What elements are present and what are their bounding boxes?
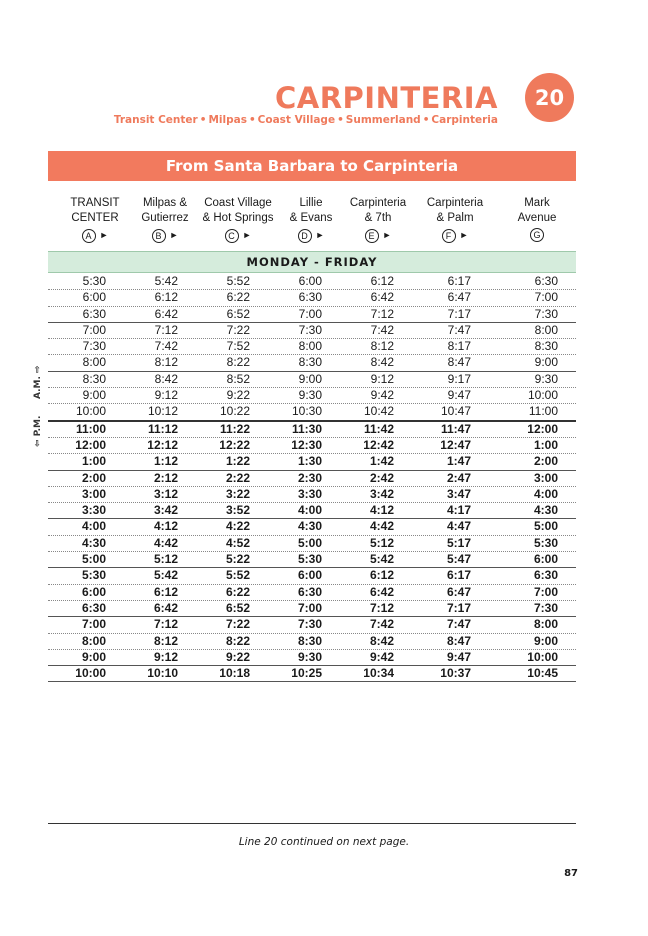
- stop-name-line2: & Hot Springs: [202, 212, 274, 224]
- schedule-row: [48, 601, 576, 617]
- time-cell: 1:00: [533, 437, 558, 452]
- stop-separator: •: [248, 114, 256, 126]
- column-header: [492, 196, 582, 242]
- stop-separator: •: [422, 114, 430, 126]
- time-cell: 9:47: [446, 649, 471, 664]
- schedule-row: [48, 355, 576, 371]
- time-cell: 7:52: [226, 339, 250, 354]
- arrow-right-icon: ►: [99, 230, 109, 240]
- schedule-row: [48, 438, 576, 454]
- time-cell: 8:22: [225, 633, 250, 648]
- time-cell: 7:42: [370, 322, 394, 337]
- time-cell: 8:30: [298, 355, 322, 370]
- time-cell: 7:12: [370, 306, 394, 321]
- time-cell: 4:00: [533, 486, 558, 501]
- time-cell: 10:00: [527, 388, 558, 403]
- direction-banner: From Santa Barbara to Carpinteria: [48, 151, 576, 181]
- schedule-row: [48, 339, 576, 355]
- time-cell: 5:30: [81, 568, 106, 583]
- time-cell: 5:12: [369, 535, 394, 550]
- timepoint-marker: [410, 228, 500, 243]
- time-cell: 6:17: [446, 568, 471, 583]
- time-cell: 8:47: [447, 355, 471, 370]
- am-label-text: A.M. ⇨: [33, 365, 43, 399]
- stop-name-line1: Lillie: [299, 197, 323, 209]
- time-cell: 1:42: [369, 454, 394, 469]
- route-stop: Carpinteria: [431, 114, 498, 126]
- time-cell: 7:30: [534, 306, 558, 321]
- schedule-row: [48, 372, 576, 388]
- pm-side-label: [30, 415, 46, 460]
- time-cell: 6:00: [82, 290, 106, 305]
- time-cell: 10:00: [75, 404, 106, 419]
- time-cell: 6:42: [154, 306, 178, 321]
- time-cell: 9:00: [534, 355, 558, 370]
- time-cell: 3:30: [81, 503, 106, 518]
- schedule-row: [48, 552, 576, 568]
- time-cell: 8:22: [226, 355, 250, 370]
- time-cell: 10:00: [75, 666, 106, 681]
- stop-name-line2: & Evans: [289, 212, 333, 224]
- time-cell: 10:30: [291, 404, 322, 419]
- time-cell: 9:47: [447, 388, 471, 403]
- time-cell: 7:47: [447, 322, 471, 337]
- time-cell: 7:47: [446, 617, 471, 632]
- time-cell: 7:30: [298, 322, 322, 337]
- time-cell: 12:12: [147, 437, 178, 452]
- timepoint-letter-icon: B: [152, 229, 166, 243]
- time-cell: 7:22: [226, 322, 250, 337]
- time-cell: 4:30: [533, 503, 558, 518]
- schedule-row: [48, 274, 576, 290]
- route-stop: Coast Village: [257, 114, 336, 126]
- time-cell: 7:30: [297, 617, 322, 632]
- time-cell: 5:30: [533, 535, 558, 550]
- time-cell: 2:12: [153, 470, 178, 485]
- timepoint-letter-icon: C: [225, 229, 239, 243]
- time-cell: 7:42: [154, 339, 178, 354]
- stop-name-line1: Carpinteria: [349, 197, 407, 209]
- continued-note: Line 20 continued on next page.: [238, 836, 410, 848]
- time-cell: 8:42: [369, 633, 394, 648]
- time-cell: 12:42: [363, 437, 394, 452]
- time-cell: 5:22: [225, 552, 250, 567]
- time-cell: 12:47: [440, 437, 471, 452]
- timepoint-letter-icon: G: [530, 228, 544, 242]
- time-cell: 6:12: [154, 290, 178, 305]
- stop-name-line2: & 7th: [364, 212, 392, 224]
- time-cell: 7:00: [534, 290, 558, 305]
- time-cell: 7:17: [447, 306, 471, 321]
- time-cell: 7:12: [153, 617, 178, 632]
- arrow-right-icon: ►: [382, 230, 392, 240]
- time-cell: 5:17: [446, 535, 471, 550]
- time-cell: 8:00: [533, 617, 558, 632]
- time-cell: 10:12: [147, 404, 178, 419]
- time-cell: 4:17: [446, 503, 471, 518]
- time-cell: 6:00: [533, 552, 558, 567]
- stop-name-line1: Carpinteria: [426, 197, 484, 209]
- time-cell: 8:30: [297, 633, 322, 648]
- bottom-rule: [48, 823, 576, 824]
- time-cell: 6:52: [226, 306, 250, 321]
- stop-separator: •: [199, 114, 207, 126]
- time-cell: 11:00: [75, 421, 106, 436]
- time-cell: 10:10: [147, 666, 178, 681]
- time-cell: 6:42: [369, 584, 394, 599]
- time-cell: 7:00: [297, 600, 322, 615]
- time-cell: 9:12: [153, 649, 178, 664]
- time-cell: 5:12: [153, 552, 178, 567]
- time-cell: 4:12: [153, 519, 178, 534]
- timepoint-letter-icon: D: [298, 229, 312, 243]
- time-cell: 7:30: [82, 339, 106, 354]
- time-cell: 6:00: [81, 584, 106, 599]
- time-cell: 1:22: [225, 454, 250, 469]
- schedule-row: [48, 650, 576, 666]
- time-cell: 8:00: [298, 339, 322, 354]
- time-cell: 1:00: [81, 454, 106, 469]
- time-cell: 1:12: [153, 454, 178, 469]
- time-cell: 3:22: [225, 486, 250, 501]
- time-cell: 1:30: [297, 454, 322, 469]
- time-cell: 4:00: [81, 519, 106, 534]
- day-label: MONDAY - FRIDAY: [48, 251, 576, 273]
- stop-name-line1: Mark: [524, 197, 550, 209]
- time-cell: 4:00: [297, 503, 322, 518]
- time-cell: 6:00: [297, 568, 322, 583]
- time-cell: 4:42: [369, 519, 394, 534]
- time-cell: 9:00: [298, 371, 322, 386]
- schedule-row: [48, 487, 576, 503]
- time-cell: 6:30: [534, 274, 558, 288]
- schedule-row: [48, 585, 576, 601]
- arrow-right-icon: ►: [459, 230, 469, 240]
- time-cell: 4:30: [81, 535, 106, 550]
- page-number: 87: [564, 868, 578, 879]
- time-cell: 6:17: [447, 274, 471, 288]
- time-cell: 8:12: [153, 633, 178, 648]
- time-cell: 9:30: [534, 371, 558, 386]
- time-cell: 7:30: [533, 600, 558, 615]
- time-cell: 7:42: [369, 617, 394, 632]
- time-cell: 9:12: [370, 371, 394, 386]
- schedule-row: [48, 634, 576, 650]
- time-cell: 2:22: [225, 470, 250, 485]
- route-title: CARPINTERIA: [274, 81, 498, 115]
- time-cell: 5:47: [446, 552, 471, 567]
- stop-name-line2: & Palm: [436, 212, 474, 224]
- pm-label-text: ⇦ P.M.: [33, 415, 43, 447]
- time-cell: 3:00: [81, 486, 106, 501]
- time-cell: 2:00: [533, 454, 558, 469]
- time-cell: 7:00: [533, 584, 558, 599]
- schedule-row: [48, 471, 576, 487]
- time-cell: 5:42: [153, 568, 178, 583]
- route-stop: Milpas: [208, 114, 247, 126]
- time-cell: 12:22: [219, 437, 250, 452]
- time-cell: 3:42: [369, 486, 394, 501]
- time-cell: 8:52: [226, 371, 250, 386]
- time-cell: 8:12: [154, 355, 178, 370]
- schedule-row: [48, 666, 576, 682]
- time-cell: 6:42: [370, 290, 394, 305]
- time-cell: 11:42: [363, 421, 394, 436]
- schedule-row: [48, 617, 576, 633]
- time-cell: 1:47: [446, 454, 471, 469]
- time-cell: 5:52: [225, 568, 250, 583]
- schedule-row: [48, 519, 576, 535]
- time-cell: 10:00: [527, 649, 558, 664]
- time-cell: 5:30: [297, 552, 322, 567]
- route-stop: Summerland: [345, 114, 421, 126]
- stop-name-line2: CENTER: [71, 212, 119, 224]
- time-cell: 4:12: [369, 503, 394, 518]
- route-stop: Transit Center: [113, 114, 198, 126]
- time-cell: 9:42: [370, 388, 394, 403]
- time-cell: 6:30: [297, 584, 322, 599]
- timepoint-marker: [492, 228, 582, 242]
- stop-name-line2: Avenue: [517, 212, 557, 224]
- time-cell: 10:47: [440, 404, 471, 419]
- schedule-table: [48, 274, 576, 682]
- time-cell: 5:30: [82, 274, 106, 288]
- time-cell: 2:47: [446, 470, 471, 485]
- time-cell: 6:52: [225, 600, 250, 615]
- time-cell: 6:12: [370, 274, 394, 288]
- time-cell: 11:30: [291, 421, 322, 436]
- time-cell: 7:12: [154, 322, 178, 337]
- time-cell: 5:00: [297, 535, 322, 550]
- time-cell: 9:30: [298, 388, 322, 403]
- time-cell: 6:12: [153, 584, 178, 599]
- time-cell: 7:00: [298, 306, 322, 321]
- time-cell: 2:30: [297, 470, 322, 485]
- time-cell: 7:00: [82, 322, 106, 337]
- arrow-right-icon: ►: [315, 230, 325, 240]
- time-cell: 4:47: [446, 519, 471, 534]
- time-cell: 8:17: [447, 339, 471, 354]
- schedule-row: [48, 404, 576, 421]
- time-cell: 8:12: [370, 339, 394, 354]
- timepoint-letter-icon: F: [442, 229, 456, 243]
- time-cell: 11:12: [147, 421, 178, 436]
- time-cell: 7:17: [446, 600, 471, 615]
- time-cell: 9:00: [82, 388, 106, 403]
- schedule-row: [48, 290, 576, 306]
- time-cell: 8:00: [81, 633, 106, 648]
- timepoint-letter-icon: E: [365, 229, 379, 243]
- stop-separator: •: [337, 114, 344, 126]
- time-cell: 9:22: [225, 649, 250, 664]
- am-side-label: [30, 365, 46, 412]
- time-cell: 9:12: [154, 388, 178, 403]
- time-cell: 2:42: [369, 470, 394, 485]
- time-cell: 7:00: [81, 617, 106, 632]
- stop-name-line1: TRANSIT: [70, 197, 120, 209]
- time-cell: 6:22: [226, 290, 250, 305]
- time-cell: 6:30: [533, 568, 558, 583]
- time-cell: 8:42: [154, 371, 178, 386]
- time-cell: 2:00: [81, 470, 106, 485]
- time-cell: 9:00: [533, 633, 558, 648]
- time-cell: 6:47: [447, 290, 471, 305]
- time-cell: 4:52: [225, 535, 250, 550]
- time-cell: 12:00: [75, 437, 106, 452]
- time-cell: 6:30: [81, 600, 106, 615]
- time-cell: 6:42: [153, 600, 178, 615]
- time-cell: 5:42: [369, 552, 394, 567]
- stop-name-line1: Milpas &: [142, 197, 188, 209]
- time-cell: 7:12: [369, 600, 394, 615]
- schedule-row: [48, 568, 576, 584]
- schedule-row: [48, 307, 576, 323]
- schedule-row: [48, 503, 576, 519]
- time-cell: 10:42: [363, 404, 394, 419]
- time-cell: 9:30: [297, 649, 322, 664]
- time-cell: 8:00: [534, 322, 558, 337]
- time-cell: 12:30: [291, 437, 322, 452]
- time-cell: 5:00: [81, 552, 106, 567]
- time-cell: 11:00: [528, 404, 558, 419]
- time-cell: 4:30: [297, 519, 322, 534]
- time-cell: 3:52: [225, 503, 250, 518]
- time-cell: 3:00: [533, 470, 558, 485]
- timepoint-letter-icon: A: [82, 229, 96, 243]
- time-cell: 6:30: [298, 290, 322, 305]
- time-cell: 11:47: [440, 421, 471, 436]
- time-cell: 3:30: [297, 486, 322, 501]
- time-cell: 10:22: [219, 404, 250, 419]
- time-cell: 8:47: [446, 633, 471, 648]
- time-cell: 4:42: [153, 535, 178, 550]
- time-cell: 7:22: [225, 617, 250, 632]
- time-cell: 9:17: [447, 371, 471, 386]
- schedule-row: [48, 536, 576, 552]
- time-cell: 3:12: [153, 486, 178, 501]
- time-cell: 4:22: [225, 519, 250, 534]
- time-cell: 6:12: [369, 568, 394, 583]
- time-cell: 6:22: [225, 584, 250, 599]
- time-cell: 12:00: [527, 421, 558, 436]
- time-cell: 10:45: [527, 666, 558, 681]
- column-header: [410, 196, 500, 243]
- arrow-right-icon: ►: [242, 230, 252, 240]
- schedule-row: [48, 454, 576, 470]
- time-cell: 9:22: [226, 388, 250, 403]
- time-cell: 3:42: [153, 503, 178, 518]
- time-cell: 6:00: [298, 274, 322, 288]
- time-cell: 6:30: [82, 306, 106, 321]
- time-cell: 5:42: [154, 274, 178, 288]
- schedule-row: [48, 422, 576, 438]
- schedule-row: [48, 388, 576, 404]
- time-cell: 9:00: [81, 649, 106, 664]
- time-cell: 6:47: [446, 584, 471, 599]
- arrow-right-icon: ►: [169, 230, 179, 240]
- time-cell: 11:22: [219, 421, 250, 436]
- time-cell: 5:52: [226, 274, 250, 288]
- stop-name-line1: Coast Village: [204, 197, 272, 209]
- time-cell: 10:34: [363, 666, 394, 681]
- time-cell: 8:42: [370, 355, 394, 370]
- time-cell: 10:25: [291, 666, 322, 681]
- time-cell: 10:18: [219, 666, 250, 681]
- time-cell: 9:42: [369, 649, 394, 664]
- time-cell: 3:47: [446, 486, 471, 501]
- time-cell: 8:30: [534, 339, 558, 354]
- stop-name-line2: Gutierrez: [141, 212, 189, 224]
- time-cell: 10:37: [440, 666, 471, 681]
- route-number-badge: 20: [525, 73, 574, 122]
- time-cell: 8:00: [82, 355, 106, 370]
- schedule-row: [48, 323, 576, 339]
- time-cell: 5:00: [533, 519, 558, 534]
- time-cell: 8:30: [82, 371, 106, 386]
- route-stops-line: [114, 114, 498, 126]
